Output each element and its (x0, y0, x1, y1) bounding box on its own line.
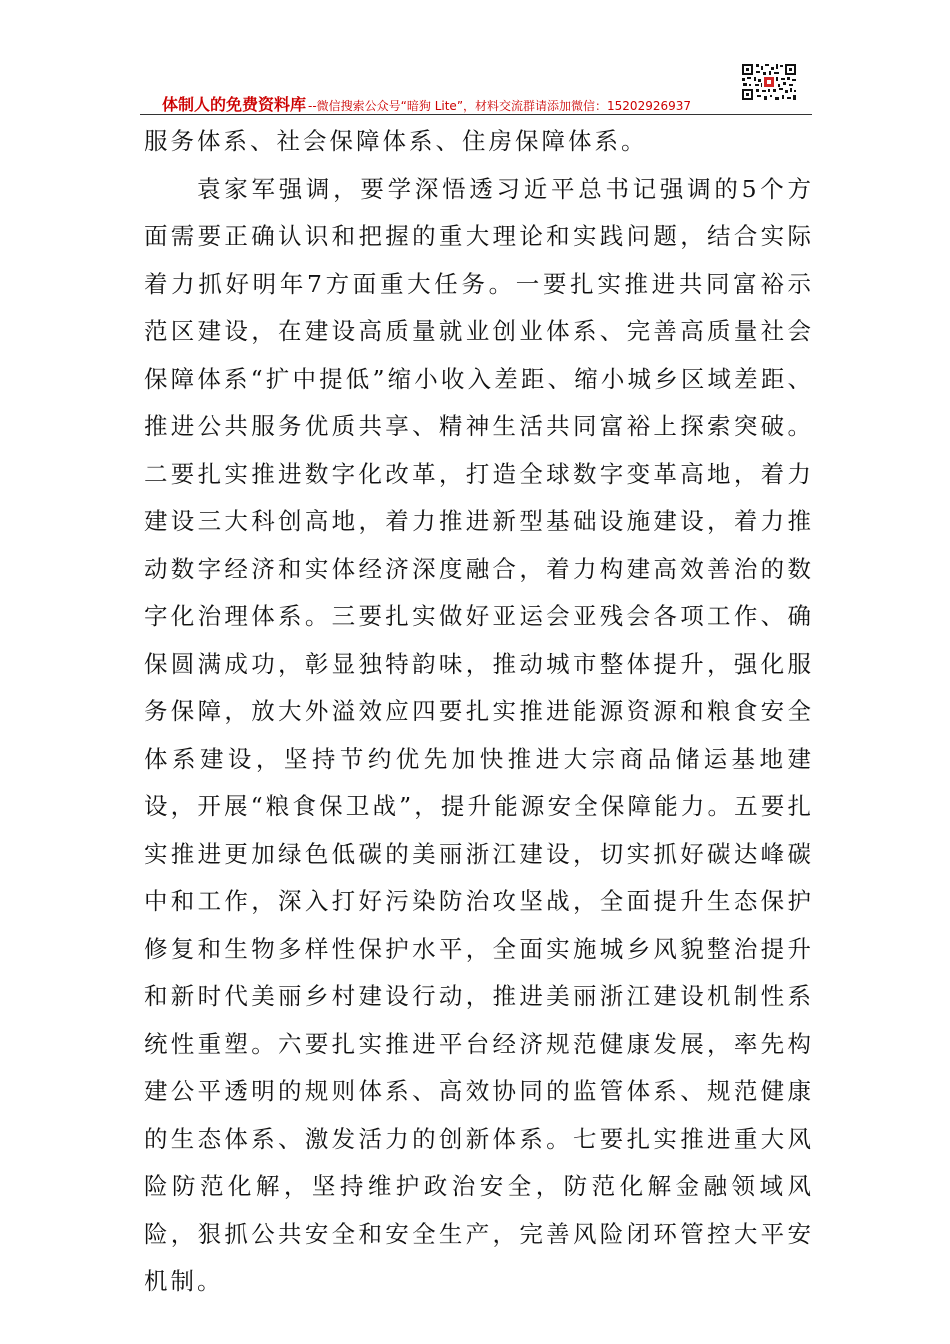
header-divider (140, 114, 812, 115)
header-tagline: --微信搜索公众号“暗狗 Lite”，材料交流群请添加微信：15202926937 (308, 99, 692, 113)
brand-title: 体制人的免费资料库 (162, 95, 307, 114)
document-body (144, 118, 814, 1306)
paragraph-continuation: 服务体系、社会保障体系、住房保障体系。 (144, 127, 648, 155)
qr-code-icon (740, 62, 798, 102)
header-text (162, 92, 691, 115)
paragraph-main: 袁家军强调，要学深悟透习近平总书记强调的5个方面需要正确认识和把握的重大理论和实践问题，结合实际着力抓好明年7方面重大任务。一要扎实推进共同富裕示范区建设，在建设高质量就业创业体系、完善高质量社会保障体系“扩中提低”缩小收入差距、缩小城乡区域差距、推进公共服务优质共享、精神生活共同富裕上探索突破。二要扎实推进数字化改革，打造全球数字变革高地，着力建设三大科创高地，着力推进新型基础设施建设，着力推动数字经济和实体经济深度融合，着力构建高效善治的数字化治理体系。三要扎实做好亚运会亚残会各项工作、确保圆满成功，彰显独特韵味，推动城市整体提升，强化服务保障，放大外溢效应四要扎实推进能源资源和粮食安全体系建设，坚持节约优先加快推进大宗商品储运基地建设，开展“粮食保卫战”，提升能源安全保障能力。五要扎实推进更加绿色低碳的美丽浙江建设，切实抓好碳达峰碳中和工作，深入打好污染防治攻坚战，全面提升生态保护修复和生物多样性保护水平，全面实施城乡风貌整治提升和新时代美丽乡村建设行动，推进美丽浙江建设机制性系统性重塑。六要扎实推进平台经济规范健康发展，率先构建公平透明的规则体系、高效协同的监管体系、规范健康的生态体系、激发活力的创新体系。七要扎实推进重大风险防范化解，坚持维护政治安全，防范化解金融领域风险，狠抓公共安全和安全生产，完善风险闭环管控大平安机制。 (144, 174, 814, 1295)
page-header (140, 58, 812, 114)
